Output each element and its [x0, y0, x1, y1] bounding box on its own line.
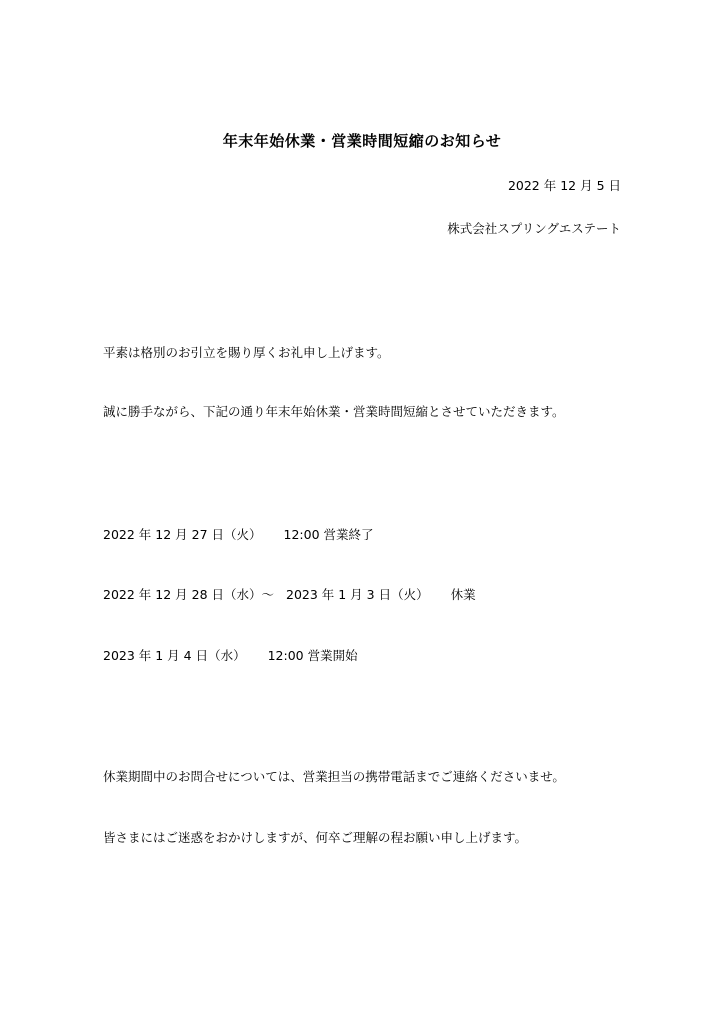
- intro-paragraph: 誠に勝手ながら、下記の通り年末年始休業・営業時間短縮とさせていただきます。: [103, 404, 565, 419]
- closing-paragraph: 皆さまにはご迷惑をおかけしますが、何卒ご理解の程お願い申し上げます。: [103, 830, 528, 845]
- schedule-end-date: 2023 年 1 月 3 日（火）: [286, 587, 429, 602]
- schedule-date: 2022 年 12 月 27 日（火）: [103, 527, 262, 542]
- greeting-paragraph: 平素は格別のお引立を賜り厚くお礼申し上げます。: [103, 345, 390, 360]
- contact-note-paragraph: 休業期間中のお問合せについては、営業担当の携帯電話までご連絡くださいませ。: [103, 769, 565, 784]
- schedule-detail: 休業: [450, 587, 476, 602]
- schedule-line: [103, 526, 374, 544]
- schedule-date: 2022 年 12 月 28 日（水）～: [103, 587, 274, 602]
- schedule-date: 2023 年 1 月 4 日（水）: [103, 648, 246, 663]
- schedule-detail: 12:00 営業開始: [267, 648, 358, 663]
- company-name: 株式会社スプリングエステート: [447, 221, 621, 236]
- schedule-line: [103, 647, 358, 665]
- page-title: 年末年始休業・営業時間短縮のお知らせ: [222, 132, 502, 150]
- schedule-detail: 12:00 営業終了: [283, 527, 374, 542]
- schedule-line: [103, 586, 476, 604]
- issue-date: 2022 年 12 月 5 日: [507, 178, 621, 193]
